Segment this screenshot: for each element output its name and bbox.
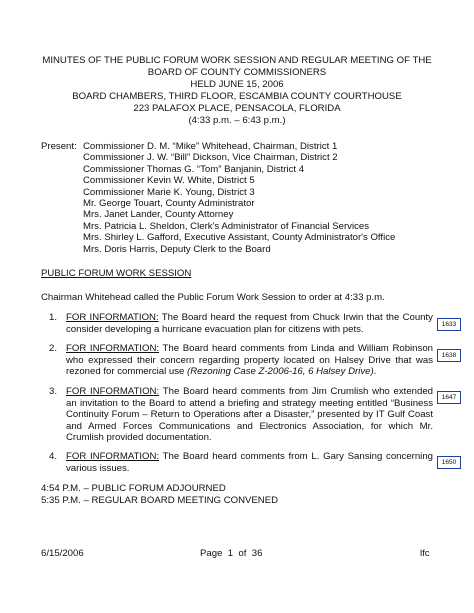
agenda-item-1 [41,312,433,335]
title-line: MINUTES OF THE PUBLIC FORUM WORK SESSION AND REGULAR MEETING OF THE [42,55,432,66]
attendee: Commissioner Kevin W. White, District 5 [83,175,255,187]
document-number-box: 1638 [437,349,461,362]
agenda-item-4 [41,451,433,474]
item-heading: FOR INFORMATION: [66,312,159,323]
footer-date: 6/15/2006 [41,548,84,559]
document-number-box: 1650 [437,456,461,469]
item-body [66,386,433,444]
item-number: 4. [49,451,58,462]
item-text: The Board heard the request from Chuck Irwin that the County consider developing a hurricane evacuation plan for citizens with pets. [66,312,433,335]
item-text-after: . [373,366,377,377]
attendee: Commissioner Thomas G. “Tom” Banjanin, District 4 [83,163,305,175]
item-italic-text: (Rezoning Case Z-2006-16, 6 Halsey Drive) [187,366,374,377]
title-line: HELD JUNE 15, 2006 [190,79,284,90]
item-number: 2. [49,343,58,354]
attendee: Mrs. Doris Harris, Deputy Clerk to the Board [83,243,271,255]
call-to-order-text: Chairman Whitehead called the Public Forum Work Session to order at 4:33 p.m. [41,292,385,303]
attendee: Mrs. Janet Lander, County Attorney [83,209,234,221]
present-label: Present: [41,141,77,152]
attendee-list [83,141,395,255]
item-body [66,312,433,335]
title-line: BOARD OF COUNTY COMMISSIONERS [147,67,327,78]
item-heading: FOR INFORMATION: [66,343,160,354]
item-text: The Board heard comments from Linda and William Robinson who expressed their concern regarding property located on Halsey Drive that was rezoned for commercial use [66,343,433,377]
footer-page-number: Page 1 of 36 [200,548,263,559]
item-body [66,451,433,474]
forum-adjourned-line: 4:54 P.M. – PUBLIC FORUM ADJOURNED [41,483,226,494]
attendee: Commissioner D. M. “Mike” Whitehead, Chairman, District 1 [83,141,338,152]
title-line: 223 PALAFOX PLACE, PENSACOLA, FLORIDA [133,103,341,114]
regular-meeting-convened-line: 5:35 P.M. – REGULAR BOARD MEETING CONVENED [41,495,279,506]
item-number: 3. [49,386,58,397]
item-number: 1. [49,312,58,323]
title-line: (4:33 p.m. – 6:43 p.m.) [188,115,286,126]
work-session-heading: PUBLIC FORUM WORK SESSION [41,268,192,279]
title-line: BOARD CHAMBERS, THIRD FLOOR, ESCAMBIA COUNTY COURTHOUSE [72,91,402,102]
footer-initials: lfc [420,548,430,559]
agenda-item-3 [41,386,433,444]
item-text: The Board heard comments from Jim Crumlish who extended an invitation to the Board to attend a briefing and strategy meeting entitled “Business Continuity Forum – Return to Operations after a Disaster,” presented by IT Gulf Coast and Armed Forces Communications and Electronics Association, for which Mr. Crumlish provided documentation. [66,386,434,443]
attendee: Commissioner Marie K. Young, District 3 [83,186,255,198]
document-number-box: 1647 [437,391,461,404]
item-heading: FOR INFORMATION: [66,451,160,462]
document-number-box: 1633 [437,318,461,331]
agenda-item-2 [41,343,433,378]
attendee: Commissioner J. W. “Bill” Dickson, Vice Chairman, District 2 [83,152,338,164]
item-text: The Board heard comments from L. Gary Sansing concerning various issues. [66,451,433,474]
minutes-title [20,55,454,127]
item-body [66,343,433,378]
attendee: Mr. George Touart, County Administrator [83,198,255,210]
attendee: Mrs. Shirley L. Gafford, Executive Assistant, County Administrator's Office [83,232,396,244]
attendee: Mrs. Patricia L. Sheldon, Clerk's Administrator of Financial Services [83,220,370,232]
item-heading: FOR INFORMATION: [66,386,160,397]
